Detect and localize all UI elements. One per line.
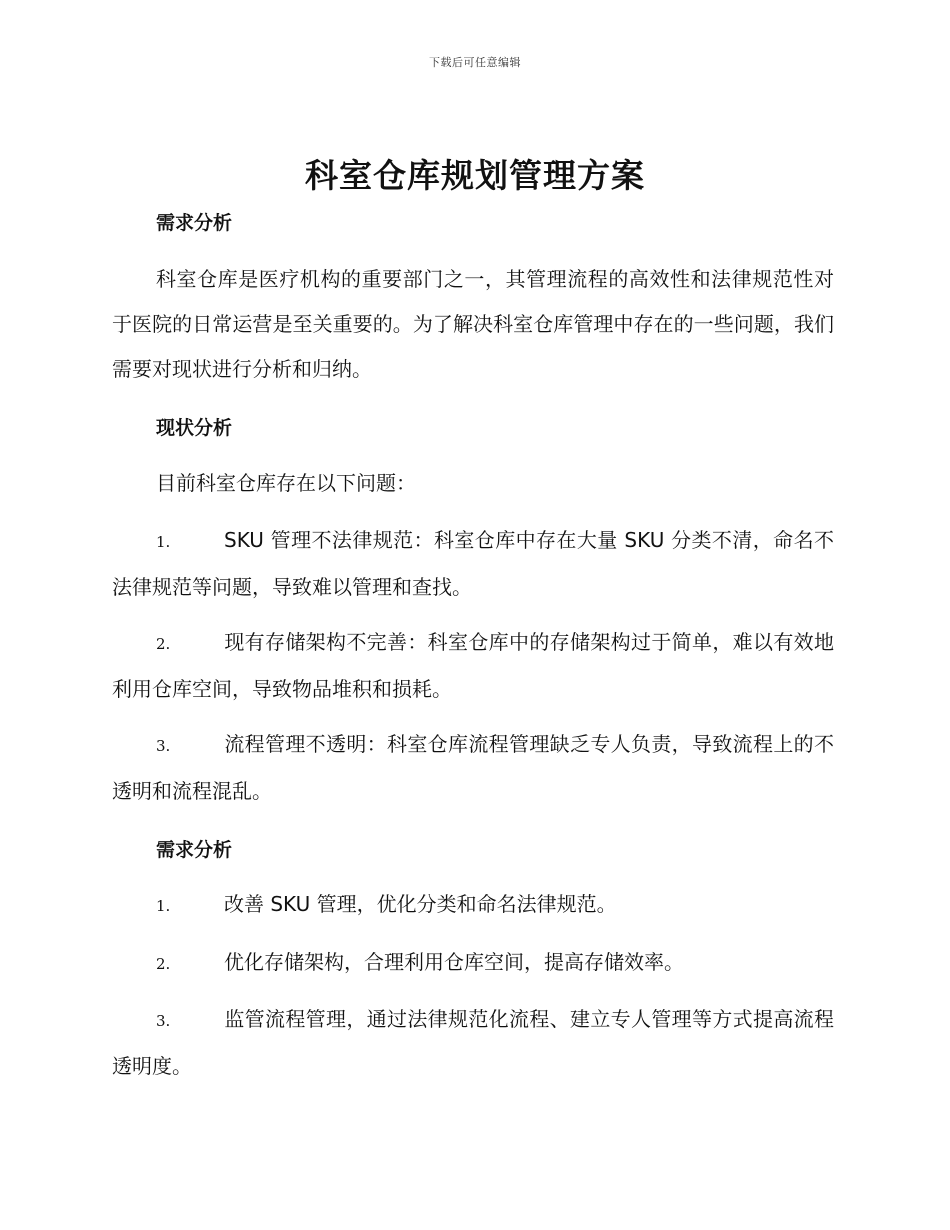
list-item-number: 3. (156, 737, 171, 755)
list-item-number: 2. (156, 635, 171, 653)
section-intro: 目前科室仓库存在以下问题： (156, 471, 416, 495)
header-note: 下载后可任意编辑 (429, 56, 521, 69)
list-item (112, 997, 834, 1089)
list-item-number: 1. (156, 533, 171, 551)
list-item (112, 518, 834, 610)
list-item-number: 3. (156, 1012, 171, 1030)
list-item-number: 1. (156, 897, 171, 915)
list-item-text: 优化存储架构，合理利用仓库空间，提高存储效率。 (224, 950, 684, 974)
list-item (112, 882, 834, 929)
section-heading-requirements-2: 需求分析 (156, 839, 233, 861)
section-heading-status: 现状分析 (156, 417, 233, 439)
list-item-text: 流程管理不透明：科室仓库流程管理缺乏专人负责，导致流程上的不透明和流程混乱。 (112, 732, 834, 803)
list-item-text: 改善 SKU 管理，优化分类和命名法律规范。 (224, 892, 617, 916)
list-item-text: 监管流程管理，通过法律规范化流程、建立专人管理等方式提高流程透明度。 (112, 1007, 834, 1078)
document-title: 科室仓库规划管理方案 (305, 156, 645, 195)
list-item-number: 2. (156, 955, 171, 973)
list-item-text: SKU 管理不法律规范：科室仓库中存在大量 SKU 分类不清，命名不法律规范等问题，导致难以管理和查找。 (112, 528, 834, 599)
section-paragraph: 科室仓库是医疗机构的重要部门之一，其管理流程的高效性和法律规范性对于医院的日常运营是至关重要的。为了解决科室仓库管理中存在的一些问题，我们需要对现状进行分析和归纳。 (112, 267, 834, 381)
section-heading-requirements: 需求分析 (156, 212, 233, 234)
list-item (112, 940, 834, 987)
list-item (112, 722, 834, 814)
list-item-text: 现有存储架构不完善：科室仓库中的存储架构过于简单，难以有效地利用仓库空间，导致物品堆积和损耗。 (112, 630, 834, 701)
list-item (112, 620, 834, 712)
